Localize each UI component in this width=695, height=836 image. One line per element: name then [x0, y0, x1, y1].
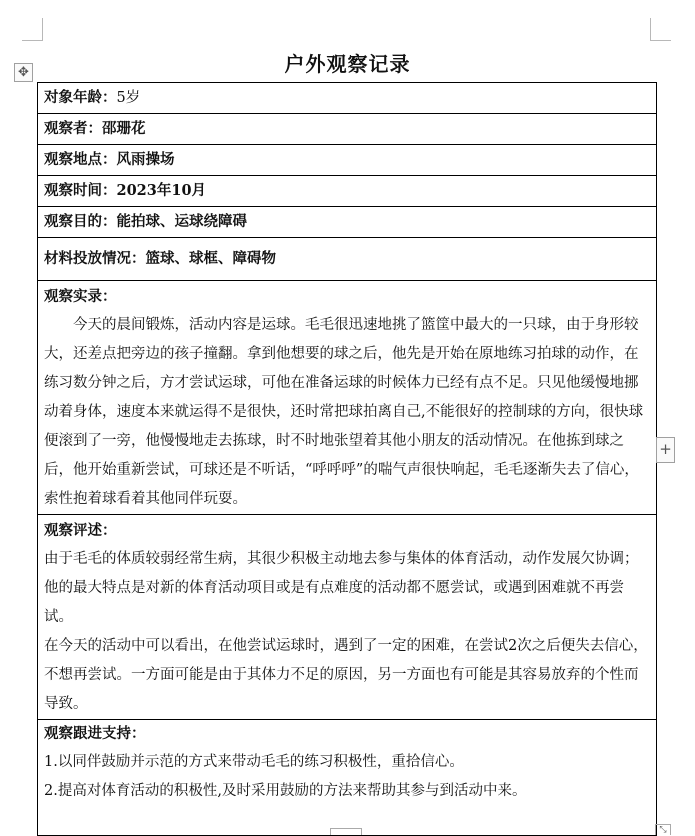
page-corner-mark-top-left	[22, 18, 43, 41]
followup-item-1: 1.以同伴鼓励并示范的方式来带动毛毛的练习积极性，重拾信心。	[44, 754, 464, 770]
purpose-cell[interactable]	[38, 207, 657, 238]
time-value: 2023年10月	[116, 182, 207, 199]
subject-age-label: 对象年龄：	[44, 89, 117, 106]
evaluation-cell[interactable]	[38, 515, 657, 720]
observer-cell[interactable]	[38, 114, 657, 145]
followup-item-2: 2.提高对体育活动的积极性,及时采用鼓励的方法来帮助其参与到活动中来。	[44, 783, 527, 799]
location-label: 观察地点：	[44, 151, 117, 168]
followup-label: 观察跟进支持：	[44, 725, 146, 742]
table-row-purpose	[38, 207, 657, 238]
observer-label: 观察者：	[44, 120, 102, 137]
document-title: 户外观察记录	[284, 52, 411, 76]
evaluation-label: 观察评述：	[44, 522, 117, 539]
table-bottom-drag-handle[interactable]	[330, 828, 362, 835]
observation-text: 今天的晨间锻炼，活动内容是运球。毛毛很迅速地挑了篮筐中最大的一只球，由于身形较大，还差点把旁边的孩子撞翻。拿到他想要的球之后，他先是开始在原地练习拍球的动作，在练习数分钟之后，方才尝试运球，可他在准备运球的时候体力已经有点不足。只见他缓慢地挪动着身体，速度本来就运得不是很快，还时常把球拍离自己,不能很好的控制球的方向，很快球便滚到了一旁，他慢慢地走去拣球，时不时地张望着其他小朋友的活动情况。在他拣到球之后，他开始重新尝试，可球还是不听话，“呼呼呼”的喘气声很快响起，毛毛逐渐失去了信心，索性抱着球看着其他同伴玩耍。	[44, 317, 644, 507]
page-corner-mark-top-right	[650, 18, 671, 41]
subject-age-cell[interactable]	[38, 83, 657, 114]
evaluation-paragraph-1: 由于毛毛的体质较弱经常生病，其很少积极主动地去参与集体的体育活动，动作发展欠协调；他的最大特点是对新的体育活动项目或是有点难度的活动都不愿尝试，或遇到困难就不再尝试。	[44, 551, 639, 625]
table-row-followup	[38, 720, 657, 836]
observation-record-table	[37, 82, 657, 836]
table-row-evaluation	[38, 515, 657, 720]
location-value: 风雨操场	[116, 151, 175, 168]
add-row-plus-icon[interactable]: +	[656, 437, 675, 463]
observation-cell[interactable]	[38, 281, 657, 515]
table-row-location	[38, 145, 657, 176]
time-cell[interactable]	[38, 176, 657, 207]
materials-label: 材料投放情况：	[44, 250, 146, 267]
purpose-value: 能拍球、运球绕障碍	[116, 213, 247, 230]
subject-age-value: 5岁	[116, 90, 141, 106]
time-label: 观察时间：	[44, 182, 117, 199]
observer-value: 邵珊花	[102, 120, 146, 137]
table-move-handle-icon[interactable]: ✥	[14, 63, 33, 82]
table-row-subject-age	[38, 83, 657, 114]
materials-cell[interactable]	[38, 238, 657, 281]
table-resize-icon[interactable]: ⤡	[655, 824, 671, 835]
location-cell[interactable]	[38, 145, 657, 176]
table-row-time	[38, 176, 657, 207]
table-row-observation	[38, 281, 657, 515]
observation-label: 观察实录：	[44, 288, 117, 305]
materials-value: 篮球、球框、障碍物	[145, 250, 276, 267]
table-row-materials	[38, 238, 657, 281]
purpose-label: 观察目的：	[44, 213, 117, 230]
table-row-observer	[38, 114, 657, 145]
followup-cell[interactable]	[38, 720, 657, 836]
evaluation-paragraph-2: 在今天的活动中可以看出，在他尝试运球时，遇到了一定的困难，在尝试2次之后便失去信心，不想再尝试。一方面可能是由于其体力不足的原因，另一方面也有可能是其容易放弃的个性而导致。	[44, 638, 648, 712]
